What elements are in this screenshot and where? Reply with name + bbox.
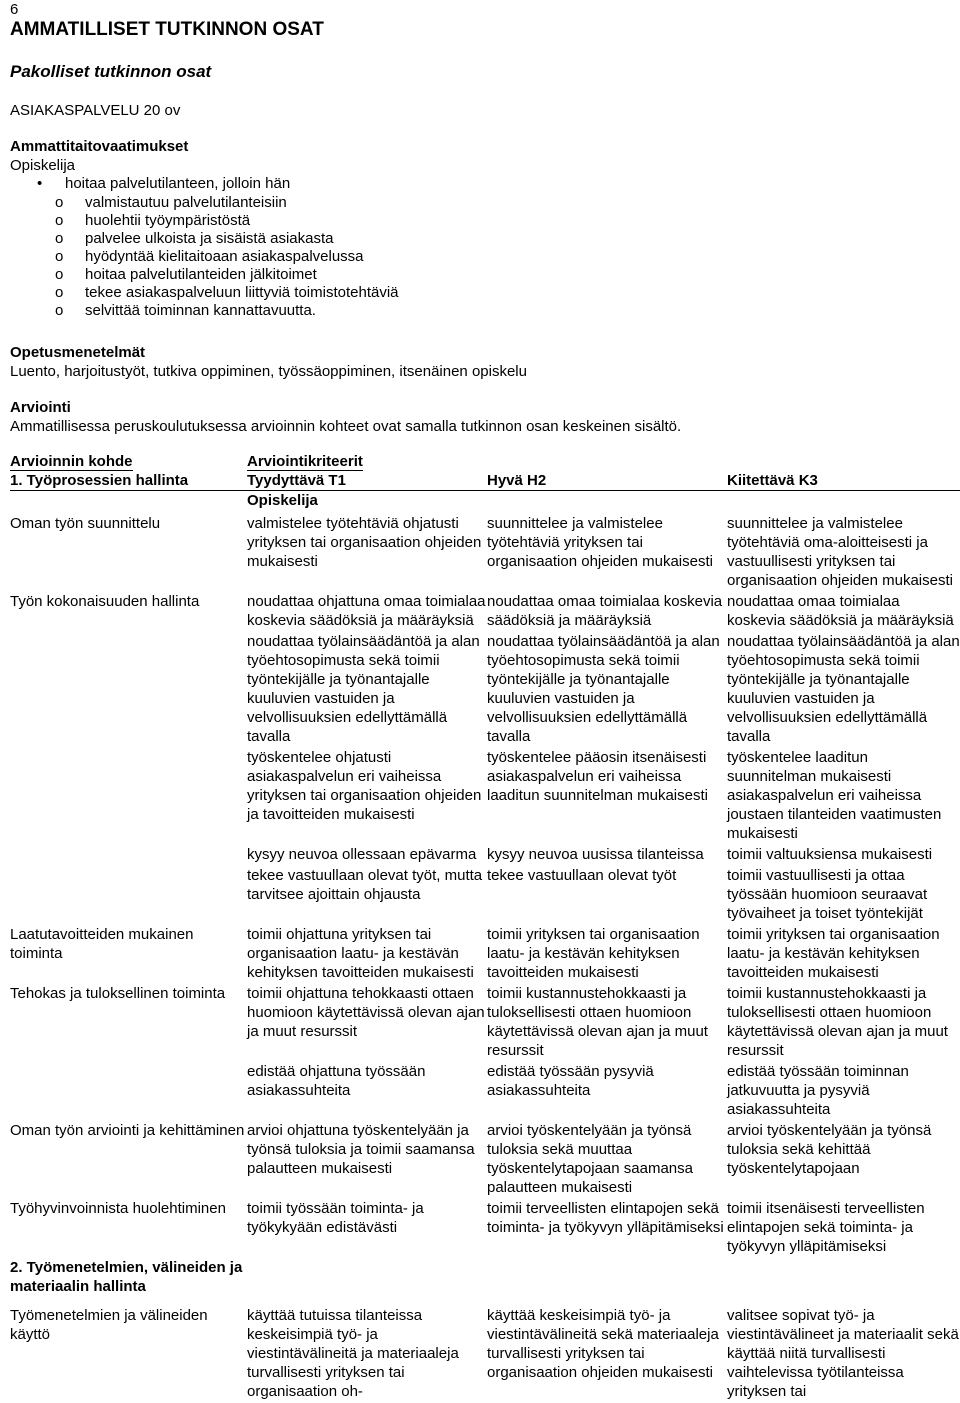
circle-bullet-icon: o	[55, 284, 64, 301]
cell-h2: toimii yrityksen tai organisaation laatu- ja kestävän kehityksen tavoitteiden mukaisesti	[487, 926, 700, 981]
cell-k3: toimii itsenäisesti terveellisten elintapojen sekä toiminta- ja työkyvyn ylläpitämiseksi	[727, 1200, 925, 1255]
subject-row	[10, 491, 960, 515]
cell-h2: työskentelee pääosin itsenäisesti asiakaspalvelun eri vaiheissa laaditun suunnitelman mukaisesti	[487, 749, 708, 804]
module-title: ASIAKASPALVELU 20 ov	[10, 102, 181, 119]
circle-bullet-icon: o	[55, 230, 64, 247]
cell-k3: arvioi työskentelyään ja työnsä tuloksia sekä kehittää työskentelytapojaan	[727, 1122, 932, 1177]
requirements-sub-text: huolehtii työympäristöstä	[85, 212, 251, 229]
cell-t1: toimii työssään toiminta- ja työkykyään edistävästi	[247, 1200, 424, 1236]
requirements-sub-item	[0, 301, 399, 319]
requirements-sub-text: palvelee ulkoista ja sisäistä asiakasta	[85, 230, 334, 247]
page-heading: AMMATILLISET TUTKINNON OSAT	[10, 19, 324, 40]
cell-h2: noudattaa omaa toimialaa koskevia säädöksiä ja määräyksiä	[487, 593, 723, 629]
grade-k3: Kiitettävä K3	[727, 471, 960, 491]
requirements-sub-text: selvittää toiminnan kannattavuutta.	[85, 302, 316, 319]
table-row	[10, 984, 960, 1062]
cell-target	[10, 1062, 247, 1121]
table-row	[10, 925, 960, 984]
criteria-table	[10, 452, 960, 1403]
cell-k3: noudattaa omaa toimialaa koskevia säädöksiä ja määräyksiä	[727, 593, 954, 629]
requirements-sub-item	[0, 283, 399, 301]
methods-title: Opetusmenetelmät	[10, 344, 146, 361]
circle-bullet-icon: o	[55, 212, 64, 229]
cell-h2: noudattaa työlainsäädäntöä ja alan työehtosopimusta sekä toimii työntekijälle ja työnantajalle kuuluvien vastuiden ja velvollisuuksien edellyttämällä tavalla	[487, 633, 720, 745]
cell-k3: toimii yrityksen tai organisaation laatu- ja kestävän kehityksen tavoitteiden mukaisesti	[727, 926, 940, 981]
table-row	[10, 1199, 960, 1258]
requirements-title: Ammattitaitovaatimukset	[10, 138, 189, 155]
cell-h2: toimii kustannustehokkaasti ja tuloksellisesti ottaen huomioon käytettävissä olevan ajan ja muut resurssit	[487, 985, 708, 1059]
cell-t1: kysyy neuvoa ollessaan epävarma	[247, 846, 477, 863]
cell-t1: tekee vastuullaan olevat työt, mutta tarvitsee ajoittain ohjausta	[247, 867, 483, 903]
table-row	[10, 1062, 960, 1121]
methods-text: Luento, harjoitustyöt, tutkiva oppiminen, työssäoppiminen, itsenäinen opiskelu	[10, 363, 527, 380]
requirements-subject: Opiskelija	[10, 157, 76, 174]
cell-target: Oman työn suunnittelu	[10, 515, 161, 532]
requirements-sub-item	[0, 193, 399, 211]
cell-k3: työskentelee laaditun suunnitelman mukaisesti asiakaspalvelun eri vaiheissa joustaen tilanteiden vaatimusten mukaisesti	[727, 749, 942, 842]
circle-bullet-icon: o	[55, 302, 64, 319]
header-target: Arvioinnin kohde	[10, 453, 133, 470]
grade-row	[10, 471, 960, 491]
cell-target: Laatutavoitteiden mukainen toiminta	[10, 926, 194, 962]
requirements-sub-text: tekee asiakaspalveluun liittyviä toimistotehtäviä	[85, 284, 399, 301]
cell-t1: noudattaa työlainsäädäntöä ja alan työehtosopimusta sekä toimii työntekijälle ja työnantajalle kuuluvien vastuiden ja velvollisuuksien edellyttämällä tavalla	[247, 633, 480, 745]
assessment-title: Arviointi	[10, 399, 71, 416]
page-subheading: Pakolliset tutkinnon osat	[10, 62, 212, 81]
table-row	[10, 632, 960, 748]
table-row	[10, 1121, 960, 1199]
requirements-sub-list	[10, 193, 399, 319]
cell-h2: suunnittelee ja valmistelee työtehtäviä yrityksen tai organisaation ohjeiden mukaisesti	[487, 515, 713, 570]
table-row	[10, 845, 960, 866]
cell-target: Työhyvinvoinnista huolehtiminen	[10, 1200, 226, 1217]
cell-t1: toimii ohjattuna yrityksen tai organisaation laatu- ja kestävän kehityksen tavoitteiden mukaisesti	[247, 926, 474, 981]
requirements-main-text: hoitaa palvelutilanteen, jolloin hän	[65, 175, 291, 192]
cell-h2: käyttää keskeisimpiä työ- ja viestintävälineitä sekä materiaaleja turvallisesti yrityksen tai organisaation ohjeiden mukaisesti	[487, 1307, 719, 1381]
table-header-row	[10, 452, 960, 471]
cell-h2: kysyy neuvoa uusissa tilanteissa	[487, 846, 704, 863]
circle-bullet-icon: o	[55, 194, 64, 211]
cell-k3: toimii kustannustehokkaasti ja tuloksellisesti ottaen huomioon käytettävissä olevan ajan ja muut resurssit	[727, 985, 948, 1059]
requirements-sub-item	[0, 265, 399, 283]
table-row	[10, 1306, 960, 1403]
cell-k3: toimii valtuuksiensa mukaisesti	[727, 846, 933, 863]
section2-row	[10, 1258, 960, 1306]
requirements-sub-item	[0, 211, 399, 229]
cell-target: Oman työn arviointi ja kehittäminen	[10, 1122, 245, 1139]
requirements-sub-text: hyödyntää kielitaitoaan asiakaspalvelussa	[85, 248, 364, 265]
cell-h2: edistää työssään pysyviä asiakassuhteita	[487, 1063, 654, 1099]
cell-k3: toimii vastuullisesti ja ottaa työssään huomioon seuraavat työvaiheet ja toiset työntekijät	[727, 867, 928, 922]
cell-h2: arvioi työskentelyään ja työnsä tuloksia sekä muuttaa työskentelytapojaan saamansa palautteen mukaisesti	[487, 1122, 693, 1196]
cell-k3: valitsee sopivat työ- ja viestintävälineet ja materiaalit sekä käyttää niitä turvallisesti vaihtelevissa työtilanteissa yrityksen tai	[727, 1307, 959, 1400]
table-row	[10, 866, 960, 925]
grade-h2: Hyvä H2	[487, 471, 727, 491]
circle-bullet-icon: o	[55, 266, 64, 283]
grade-t1: Tyydyttävä T1	[247, 471, 487, 491]
table-row	[10, 514, 960, 592]
requirements-list	[10, 174, 290, 193]
cell-t1: valmistelee työtehtäviä ohjatusti yrityksen tai organisaation ohjeiden mukaisesti	[247, 515, 482, 570]
cell-h2: tekee vastuullaan olevat työt	[487, 867, 677, 884]
cell-target	[10, 748, 247, 845]
cell-t1: noudattaa ohjattuna omaa toimialaa koskevia säädöksiä ja määräyksiä	[247, 593, 486, 629]
requirements-sub-text: hoitaa palvelutilanteiden jälkitoimet	[85, 266, 317, 283]
page-number: 6	[10, 1, 19, 18]
requirements-main-item	[10, 174, 290, 193]
table-row	[10, 748, 960, 845]
cell-h2: toimii terveellisten elintapojen sekä toiminta- ja työkyvyn ylläpitämiseksi	[487, 1200, 724, 1236]
cell-t1: arvioi ohjattuna työskentelyään ja työnsä tuloksia ja toimii saamansa palautteen mukaisesti	[247, 1122, 475, 1177]
cell-target	[10, 866, 247, 925]
circle-bullet-icon: o	[55, 248, 64, 265]
section1-title: 1. Työprosessien hallinta	[10, 471, 247, 491]
cell-t1: toimii ohjattuna tehokkaasti ottaen huomioon käytettävissä olevan ajan ja muut resurssit	[247, 985, 485, 1040]
cell-t1: työskentelee ohjatusti asiakaspalvelun eri vaiheissa yrityksen tai organisaation ohjeiden ja tavoitteiden mukaisesti	[247, 749, 482, 823]
header-criteria: Arviointikriteerit	[247, 453, 363, 470]
cell-t1: käyttää tutuissa tilanteissa keskeisimpiä työ- ja viestintävälineitä ja materiaaleja turvallisesti yrityksen tai organisaation oh-	[247, 1307, 459, 1400]
cell-k3: noudattaa työlainsäädäntöä ja alan työehtosopimusta sekä toimii työntekijälle ja työnantajalle kuuluvien vastuiden ja velvollisuuksien edellyttämällä tavalla	[727, 633, 960, 745]
section2-title: 2. Työmenetelmien, välineiden ja materiaalin hallinta	[10, 1259, 243, 1295]
cell-target	[10, 845, 247, 866]
cell-t1: edistää ohjattuna työssään asiakassuhteita	[247, 1063, 426, 1099]
requirements-sub-item	[0, 229, 399, 247]
cell-target: Tehokas ja tuloksellinen toiminta	[10, 985, 226, 1002]
criteria-subject: Opiskelija	[247, 492, 318, 509]
requirements-sub-item	[0, 247, 399, 265]
cell-target: Työn kokonaisuuden hallinta	[10, 593, 200, 610]
table-row	[10, 592, 960, 632]
requirements-sub-text: valmistautuu palvelutilanteisiin	[85, 194, 287, 211]
assessment-text: Ammatillisessa peruskoulutuksessa arvioinnin kohteet ovat samalla tutkinnon osan keskeinen sisältö.	[10, 418, 682, 435]
cell-target	[10, 632, 247, 748]
cell-k3: suunnittelee ja valmistelee työtehtäviä oma-aloitteisesti ja vastuullisesti yrityksen tai organisaation ohjeiden mukaisesti	[727, 515, 953, 589]
cell-target: Työmenetelmien ja välineiden käyttö	[10, 1307, 208, 1343]
cell-k3: edistää työssään toiminnan jatkuvuutta ja pysyviä asiakassuhteita	[727, 1063, 909, 1118]
